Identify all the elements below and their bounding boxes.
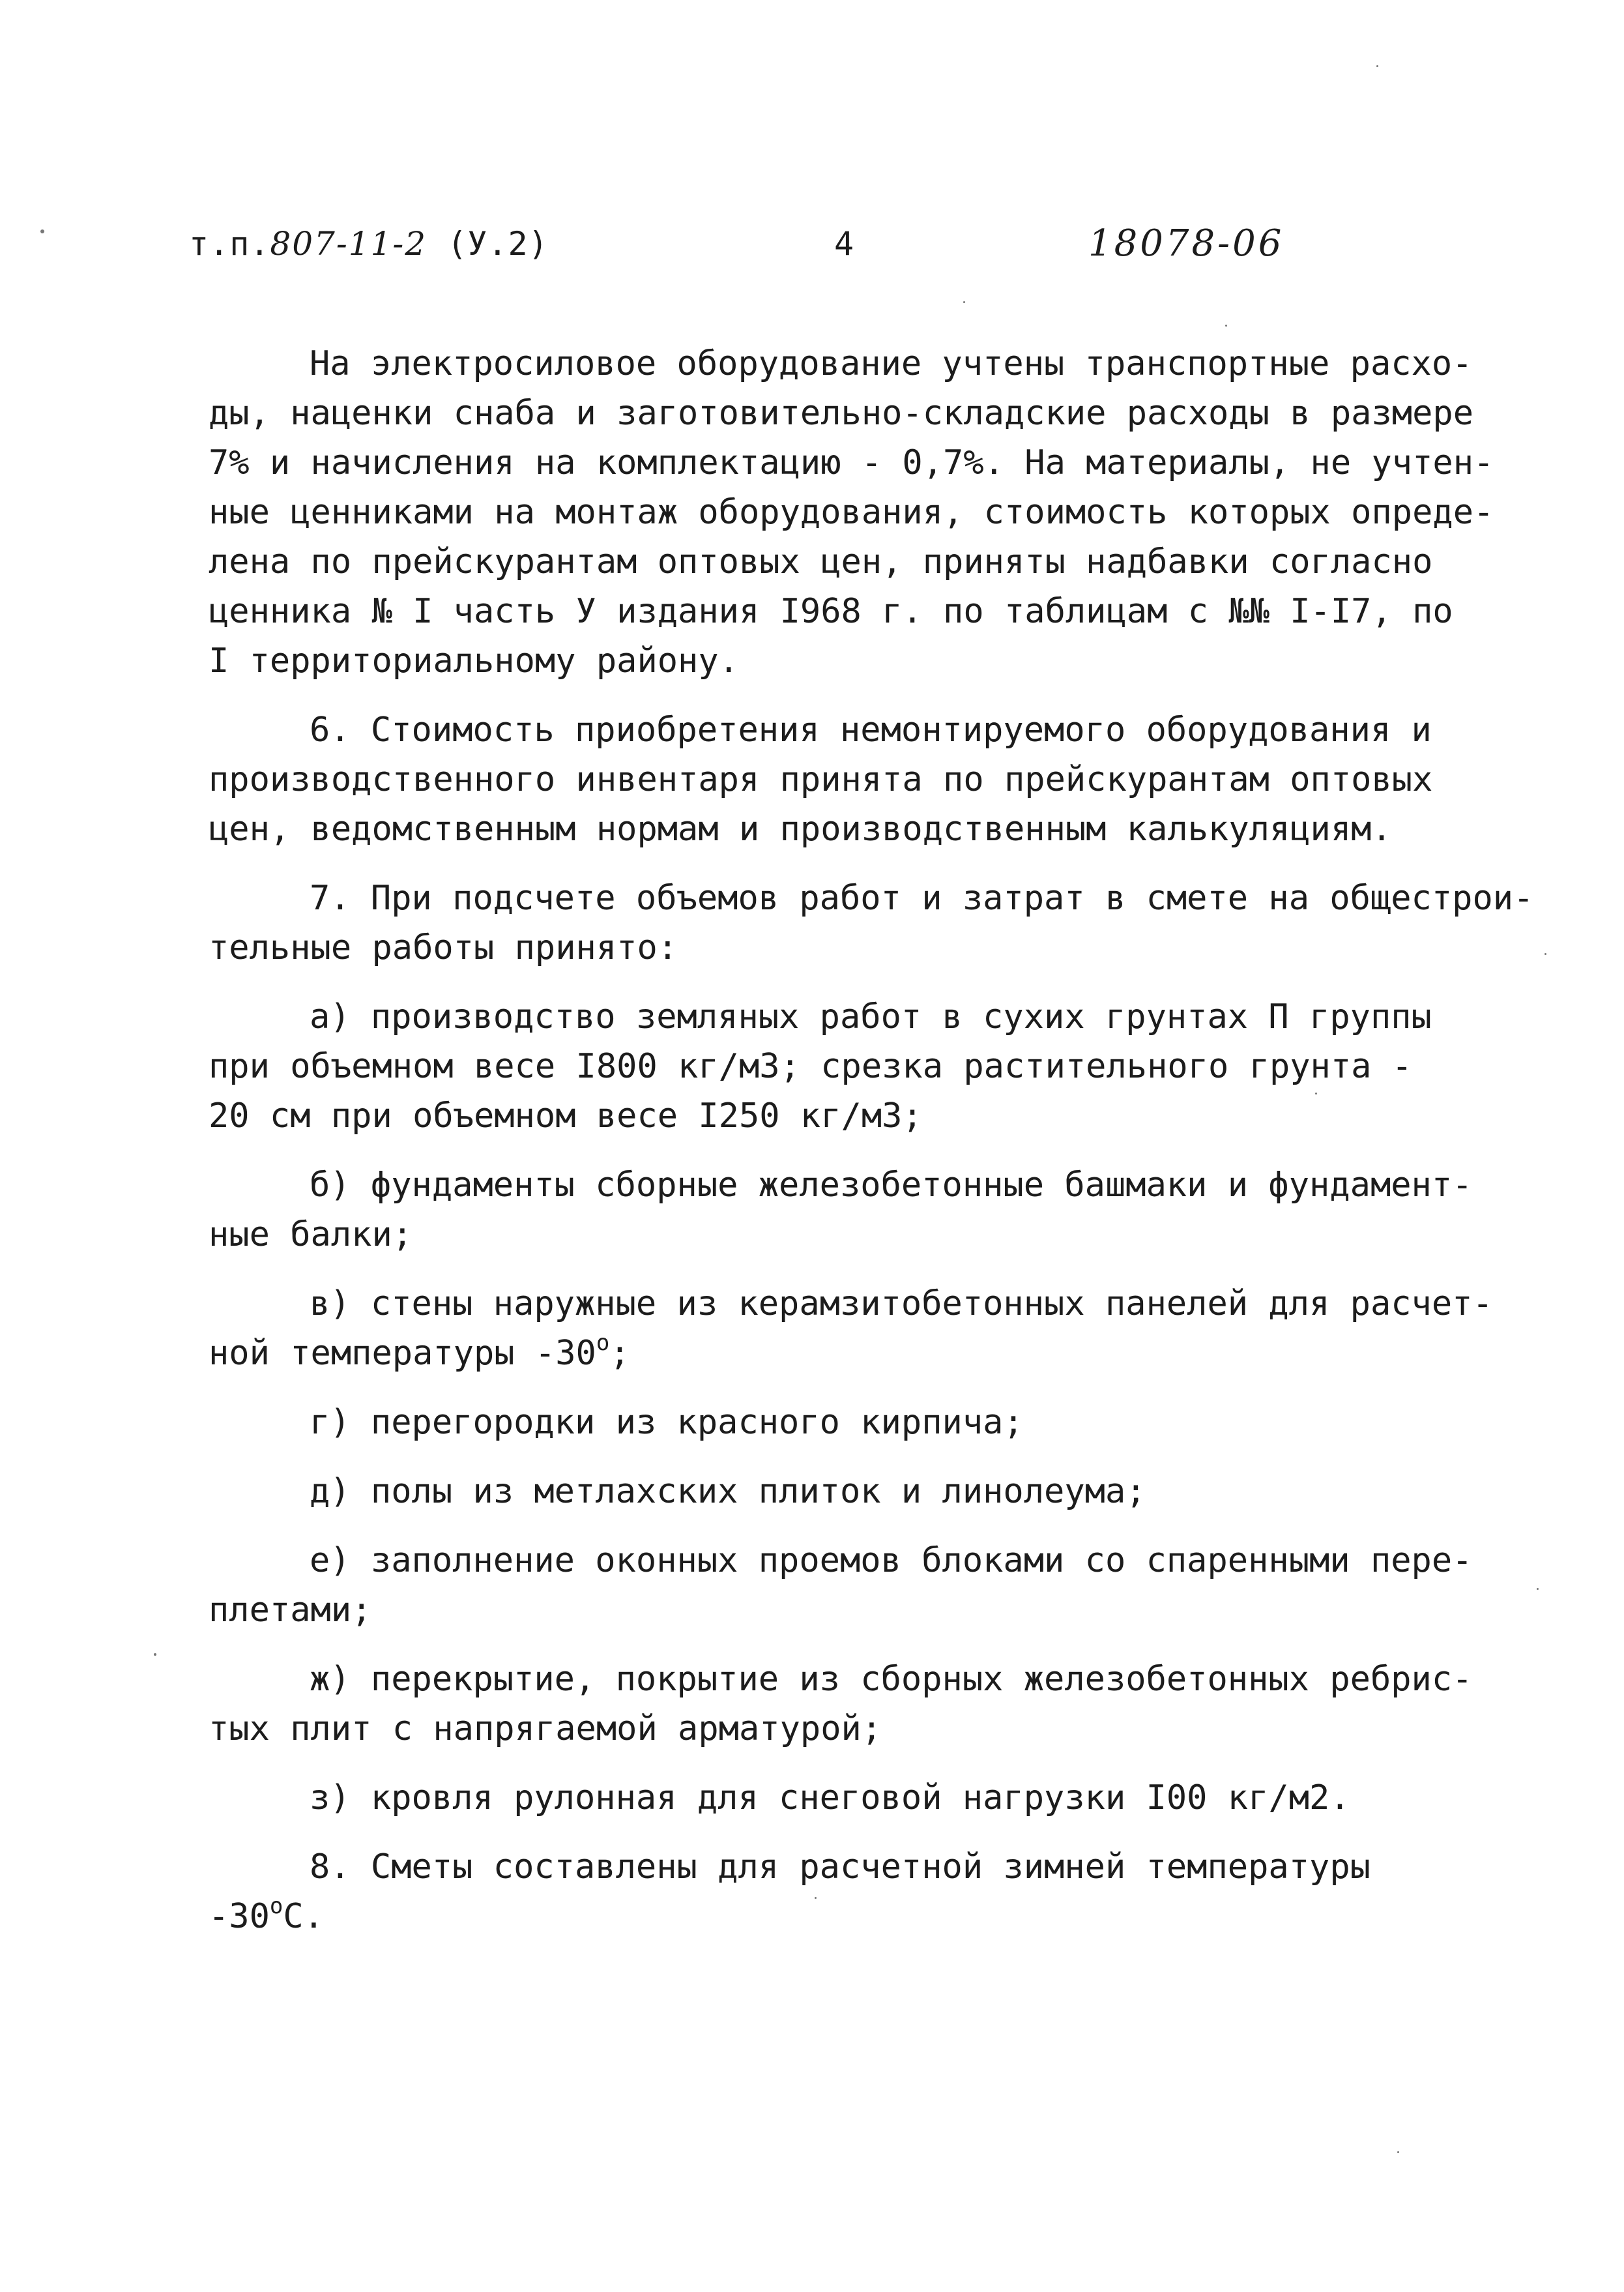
scan-speck [963,301,965,303]
text-line: тых плит с напрягаемой арматурой; [209,1709,882,1748]
scan-speck [1544,953,1546,955]
document-code-handwritten: 807-11-2 [270,225,428,263]
text-line: а) производство земляных работ в сухих грунтах П группы [310,997,1432,1036]
scan-speck [1376,65,1378,67]
text-tail: ; [609,1334,630,1373]
text-line: I территориальному району. [209,641,739,681]
text-tail: С. [283,1897,325,1936]
text-line: ды, наценки снаба и заготовительно-складские расходы в размере [209,394,1474,433]
text-line: производственного инвентаря принята по прейскурантам оптовых [209,760,1433,799]
paragraph-7b [209,1160,1525,1259]
paragraph-7zh [209,1654,1525,1754]
text-line: б) фундаменты сборные железобетонные башмаки и фундамент- [310,1166,1473,1205]
paragraph-7d [209,1467,1525,1516]
body-text [209,339,1534,1961]
scan-speck [1225,325,1227,327]
text-line: ные ценниками на монтаж оборудования, стоимость которых опреде- [209,493,1494,532]
text-line: 20 см при объемном весе I250 кг/м3; [209,1096,923,1136]
text-line: лена по прейскурантам оптовых цен, приняты надбавки согласно [209,542,1433,581]
paragraph-7v [209,1279,1525,1378]
scan-speck [40,229,44,233]
text-line: ной температуры $-30^о$; [209,1330,630,1373]
text-line: цен, ведомственным нормам и производственным калькуляциям. [209,810,1392,849]
archive-number: 18078-06 [1088,222,1284,265]
text-line: На электросиловое оборудование учтены транспортные расхо- [310,344,1473,383]
text-line: е) заполнение оконных проемов блоками со спаренными пере- [310,1541,1473,1580]
text-line: ные балки; [209,1215,413,1254]
paragraph-7 [209,874,1534,973]
degree-superscript: о [596,1330,610,1356]
scan-speck [1315,1093,1317,1095]
text-line: 8. Сметы составлены для расчетной зимней температуры [310,1847,1370,1887]
document-code-suffix: (У.2) [427,225,549,263]
text-line: 7% и начисления на комплектацию - 0,7%. На материалы, не учтен- [209,443,1494,482]
text-line: плетами; [209,1591,372,1630]
paragraph-intro [209,339,1525,686]
text-line: $-30^оС$. [209,1893,325,1936]
text-line: при объемном весе I800 кг/м3; срезка растительного грунта - [209,1047,1413,1086]
page-number: 4 [834,225,854,263]
text-line: з) кровля рулонная для снеговой нагрузки I00 кг/м2. [310,1778,1350,1817]
scan-speck [154,1653,156,1656]
paragraph-6 [209,705,1525,854]
paragraph-7a [209,992,1525,1141]
text-line: тельные работы принято: [209,928,678,967]
document-code [189,225,549,263]
degree-superscript: о [269,1893,283,1919]
page-header [189,222,1336,277]
text-line: д) полы из метлахских плиток и линолеума; [310,1472,1146,1511]
text-line: ценника № I часть У издания I968 г. по таблицам с №№ I-I7, по [209,592,1453,631]
text-line: в) стены наружные из керамзитобетонных панелей для расчет- [310,1284,1493,1323]
paragraph-7e [209,1536,1525,1635]
paragraph-8 [209,1842,1525,1941]
scan-speck [815,1897,817,1899]
document-code-prefix: т.п. [189,225,270,263]
paragraph-7z [209,1773,1525,1823]
paragraph-7g [209,1398,1525,1447]
text-line: 6. Стоимость приобретения немонтируемого оборудования и [310,711,1432,750]
text-line: ж) перекрытие, покрытие из сборных железобетонных ребрис- [310,1660,1473,1699]
text-line: 7. При подсчете объемов работ и затрат в смете на общестрои- [310,879,1534,918]
text-line: г) перегородки из красного кирпича; [310,1403,1024,1442]
scan-speck [1397,2151,1399,2153]
scan-speck [1537,1588,1539,1590]
